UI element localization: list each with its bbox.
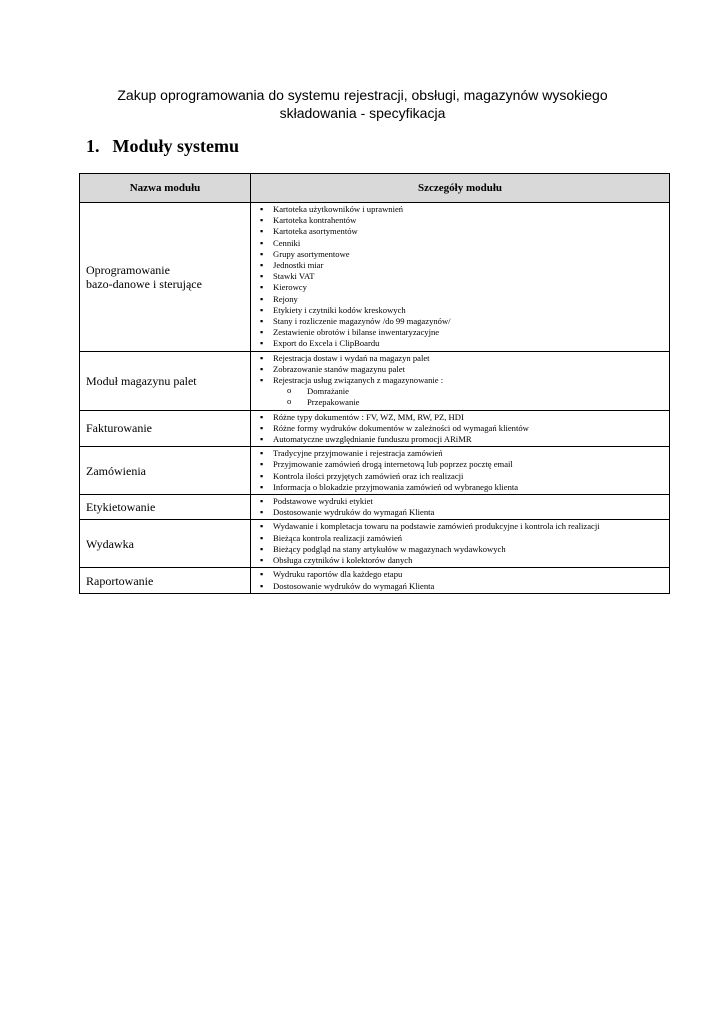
table-row (80, 351, 670, 410)
table-row (80, 520, 670, 568)
table-row (80, 203, 670, 352)
module-subfeature-item: o Domrażanie (259, 386, 665, 397)
table-header-row (80, 174, 670, 203)
module-name: Raportowanie (86, 573, 154, 588)
module-feature-list (259, 496, 665, 518)
module-feature-item: ▪ Jednostki miar (259, 260, 665, 271)
module-details-cell (251, 447, 670, 495)
modules-table (79, 173, 670, 594)
module-name: Moduł magazynu palet (86, 373, 197, 388)
module-name-cell (80, 568, 251, 593)
module-name-cell (80, 351, 251, 410)
module-details-cell (251, 410, 670, 447)
header-module-details: Szczegóły modułu (251, 174, 670, 203)
module-feature-list (259, 353, 665, 387)
module-feature-item: ▪ Różne typy dokumentów : FV, WZ, MM, RW, PZ, HDI (259, 412, 665, 423)
module-feature-item: ▪ Obsługa czytników i kolektorów danych (259, 555, 665, 566)
module-feature-list (259, 521, 665, 566)
module-feature-item: ▪ Tradycyjne przyjmowanie i rejestracja zamówień (259, 448, 665, 459)
module-feature-item: ▪ Grupy asortymentowe (259, 249, 665, 260)
module-feature-item: ▪ Automatyczne uwzględnianie funduszu promocji ARiMR (259, 434, 665, 445)
module-feature-item: ▪ Kartoteka kontrahentów (259, 215, 665, 226)
module-feature-item: ▪ Przyjmowanie zamówień drogą internetową lub poprzez pocztę email (259, 459, 665, 470)
module-feature-item: ▪ Bieżący podgląd na stany artykułów w magazynach wydawkowych (259, 544, 665, 555)
module-feature-item: ▪ Dostosowanie wydruków do wymagań Klienta (259, 581, 665, 592)
module-name: Etykietowanie (86, 500, 156, 515)
module-feature-item: ▪ Podstawowe wydruki etykiet (259, 496, 665, 507)
module-feature-item: ▪ Rejony (259, 294, 665, 305)
module-feature-item: ▪ Rejestracja usług związanych z magazynowanie : (259, 375, 665, 386)
module-feature-item: ▪ Informacja o blokadzie przyjmowania zamówień od wybranego klienta (259, 482, 665, 493)
module-feature-item: ▪ Różne formy wydruków dokumentów w zależności od wymagań klientów (259, 423, 665, 434)
module-name-cell (80, 495, 251, 520)
module-feature-item: ▪ Cenniki (259, 238, 665, 249)
module-details-cell (251, 351, 670, 410)
module-feature-item: ▪ Wydruku raportów dla każdego etapu (259, 569, 665, 580)
module-feature-item: ▪ Kontrola ilości przyjętych zamówień oraz ich realizacji (259, 471, 665, 482)
module-feature-item: ▪ Wydawanie i kompletacja towaru na podstawie zamówień produkcyjne i kontrola ich realizacji (259, 521, 665, 532)
module-feature-list (259, 204, 665, 350)
module-feature-item: ▪ Rejestracja dostaw i wydań na magazyn palet (259, 353, 665, 364)
module-name-cell (80, 203, 251, 352)
header-module-name: Nazwa modułu (80, 174, 251, 203)
module-feature-item: ▪ Kartoteka asortymentów (259, 226, 665, 237)
module-name: Zamówienia (86, 463, 146, 478)
module-feature-list (259, 412, 665, 446)
module-name-cell (80, 520, 251, 568)
module-feature-list (259, 569, 665, 591)
table-row (80, 568, 670, 593)
module-name: bazo-danowe i sterujące (86, 276, 202, 291)
module-name-cell (80, 447, 251, 495)
module-name: Fakturowanie (86, 421, 152, 436)
section-heading (86, 136, 239, 157)
module-feature-item: ▪ Export do Excela i ClipBoardu (259, 338, 665, 349)
module-details-cell (251, 568, 670, 593)
module-feature-list (259, 448, 665, 493)
module-details-cell (251, 520, 670, 568)
document-title-line-1: Zakup oprogramowania do systemu rejestracji, obsługi, magazynów wysokiego (117, 87, 608, 103)
section-number: 1. (86, 136, 100, 156)
module-name-cell (80, 410, 251, 447)
module-name: Oprogramowanie (86, 262, 170, 277)
module-subfeature-item: o Przepakowanie (259, 397, 665, 408)
module-feature-item: ▪ Dostosowanie wydruków do wymagań Klienta (259, 507, 665, 518)
module-feature-item: ▪ Zestawienie obrotów i bilanse inwentaryzacyjne (259, 327, 665, 338)
module-feature-item: ▪ Stany i rozliczenie magazynów /do 99 magazynów/ (259, 316, 665, 327)
module-feature-item: ▪ Bieżąca kontrola realizacji zamówień (259, 533, 665, 544)
document-title-line-2: składowania - specyfikacja (279, 105, 446, 121)
table-row (80, 495, 670, 520)
module-feature-item: ▪ Kartoteka użytkowników i uprawnień (259, 204, 665, 215)
module-feature-item: ▪ Zobrazowanie stanów magazynu palet (259, 364, 665, 375)
document-title (0, 86, 725, 122)
module-subfeature-list (259, 386, 665, 408)
module-details-cell (251, 495, 670, 520)
module-feature-item: ▪ Stawki VAT (259, 271, 665, 282)
table-row (80, 410, 670, 447)
module-name: Wydawka (86, 536, 134, 551)
module-feature-item: ▪ Etykiety i czytniki kodów kreskowych (259, 305, 665, 316)
table-row (80, 447, 670, 495)
section-title: Moduły systemu (112, 136, 240, 156)
module-details-cell (251, 203, 670, 352)
module-feature-item: ▪ Kierowcy (259, 282, 665, 293)
